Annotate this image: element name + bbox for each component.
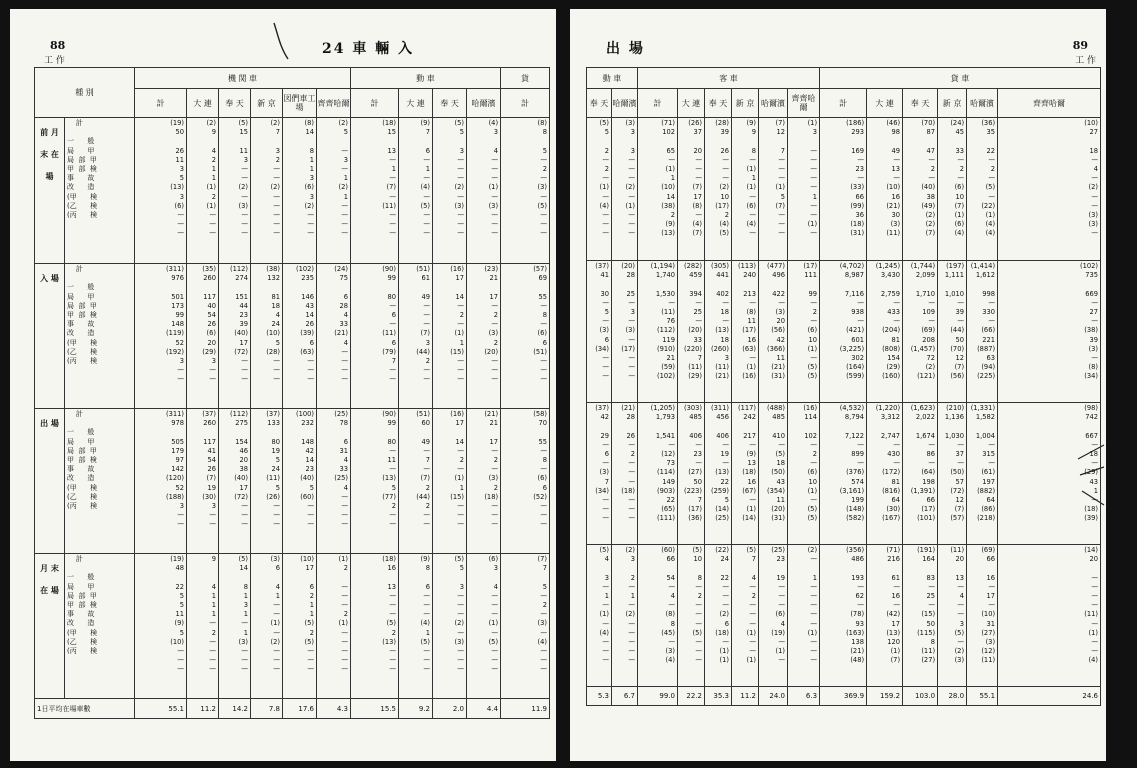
value-cell: (191) 164 83 — 25 — (15) 50 (115) 8 (11) (27) xyxy=(903,545,938,687)
column-header: 新 京 xyxy=(938,89,967,118)
group-header: 機 関 車 xyxy=(135,68,351,89)
row-labels: 計 一 般 局 甲 局 部 甲 甲 部 検 事 故 改 造 (甲 検 (乙 検 (丙 検 xyxy=(65,554,135,699)
value-cell: (20) 28 25 — 3 — (3) — (17) — — — xyxy=(612,261,638,403)
column-header: 計 xyxy=(135,89,187,118)
column-header: 齊齊哈爾 xyxy=(788,89,820,118)
value-cell: (60) 66 54 — 4 — (8) 8 (45) — (3) (4) xyxy=(638,545,678,687)
value-cell: (25) 78 6 31 4 33 (25) 4 — — — — xyxy=(317,409,351,554)
footer-label: 1日平均在場車數 xyxy=(35,699,135,719)
column-header: 計 xyxy=(638,89,678,118)
value-cell: (8) 8 5 — 2 — (3) — (5) — — — xyxy=(501,118,550,264)
row-labels: 計 一 般 局 甲 局 部 甲 甲 部 検 事 故 改 造 (甲 検 (乙 検 (丙 検 xyxy=(65,264,135,409)
footer-value: 2.0 xyxy=(433,699,467,719)
section-row xyxy=(587,261,1101,403)
footer-value: 11.2 xyxy=(187,699,219,719)
value-cell: (51) 60 49 — 7 — (7) 2 (44) 2 — — xyxy=(399,409,433,554)
section-label: 入 場 xyxy=(35,264,65,409)
value-cell: (2) 5 — 3 — 1 (2) 1 — — — — xyxy=(317,118,351,264)
page-number: 88 xyxy=(50,39,66,52)
group-header: 動 車 xyxy=(351,68,501,89)
footer-value: 24.6 xyxy=(998,687,1101,706)
value-cell: (21) 28 26 — 2 — — — (18) — — — xyxy=(612,403,638,545)
value-cell: (18) 15 13 — 1 — (7) — (11) — — — xyxy=(351,118,399,264)
value-cell: (36) 35 22 — 2 — (5) — (22) (1) (4) (4) xyxy=(967,118,998,261)
value-cell: (5) 14 8 1 3 1 — 1 (3) — — — xyxy=(219,554,251,699)
value-cell: (69) 66 16 — 17 — (10) 31 (27) (3) (12) (11) xyxy=(967,545,998,687)
table-title: 24 車 輛 入 xyxy=(322,41,415,57)
footer-value: 14.2 xyxy=(219,699,251,719)
footer-value: 103.0 xyxy=(903,687,938,706)
value-cell: (9) 9 8 — (1) 1 (1) — (6) — (4) — xyxy=(732,118,759,261)
group-header: 動 車 xyxy=(587,68,638,89)
value-cell: (311) 978 505 179 97 142 (120) 52 (188) 3 — — xyxy=(135,409,187,554)
value-cell: (303) 485 406 — 23 — (27) 50 (223) 7 (17) (36) xyxy=(678,403,705,545)
value-cell: (1) 3 — — — — — 1 — — (1) — xyxy=(788,118,820,261)
value-cell: (7) 12 7 — — — (1) 5 (7) — — — xyxy=(759,118,788,261)
footer-value: 4.3 xyxy=(317,699,351,719)
section-label: 月 末 在 場 xyxy=(35,554,65,699)
value-cell: (477) 496 422 — (3) 20 (56) 42 (366) 11 (21) (31) xyxy=(759,261,788,403)
value-cell: (25) 23 19 — — — (6) 4 (19) — (1) — xyxy=(759,545,788,687)
value-cell: (9) 8 6 — — — (4) 1 (5) — — — xyxy=(399,554,433,699)
footer-value: 99.0 xyxy=(638,687,678,706)
value-cell: (38) 132 81 18 4 24 (10) 5 (28) — — — xyxy=(251,264,283,409)
value-cell: (8) 14 8 1 1 3 (6) 3 (2) — — — xyxy=(283,118,317,264)
value-cell: (90) 99 80 — 11 — (13) 5 (77) 2 — — xyxy=(351,409,399,554)
value-cell: (24) 75 6 28 4 33 (21) 4 — — — — xyxy=(317,264,351,409)
value-cell: (4,702) 8,987 7,116 — 938 — (421) 601 (3,225) 302 (164) (599) xyxy=(820,261,867,403)
group-header: 貨 xyxy=(501,68,550,89)
column-header: 哈爾濱 xyxy=(467,89,501,118)
footer-value: 7.8 xyxy=(251,699,283,719)
value-cell: (102) 735 669 — 27 — (38) 39 (3) — (8) (34) xyxy=(998,261,1101,403)
value-cell: (37) 133 80 19 5 24 (11) 5 (26) — — — xyxy=(251,409,283,554)
footer-value: 55.1 xyxy=(135,699,187,719)
footer-value: 5.3 xyxy=(587,687,612,706)
value-cell: (5) 7 4 — 2 — — — (1) — — (1) xyxy=(732,545,759,687)
value-cell: (117) 242 217 — (9) 13 (18) 16 (67) — (1) (14) xyxy=(732,403,759,545)
value-cell: (112) 275 154 46 20 38 (40) 17 (72) — — — xyxy=(219,409,251,554)
value-cell: (2) — 1 — — — — — (1) — — — xyxy=(788,545,820,687)
value-cell: (4) 3 4 — — — (1) — (3) — — — xyxy=(467,118,501,264)
footer-value: 6.3 xyxy=(788,687,820,706)
footer-value: 11.9 xyxy=(501,699,550,719)
value-cell: (71) 216 61 — 16 — (42) 17 (13) 120 (1) (7) xyxy=(867,545,903,687)
value-cell: (488) 485 410 — (5) 18 (50) 43 (354) 11 (20) (31) xyxy=(759,403,788,545)
value-cell: (16) 17 14 — 2 — (1) 1 (15) — — — xyxy=(433,264,467,409)
group-header: 客 車 xyxy=(638,68,820,89)
value-cell: (19) 50 26 11 3 5 (13) 3 (6) — — — xyxy=(135,118,187,264)
value-cell: (6) 3 4 — — — (1) — (5) — — — xyxy=(467,554,501,699)
value-cell: (305) 441 402 — 18 — (13) 18 (260) 3 (11) (21) xyxy=(705,261,732,403)
value-cell: (16) 114 102 — 2 — (6) 10 (1) — (5) (5) xyxy=(788,403,820,545)
column-header: 新 京 xyxy=(251,89,283,118)
table-title: 出 場 xyxy=(606,41,645,57)
value-cell: (3) 6 4 1 — — (1) — (2) — — — xyxy=(251,554,283,699)
value-cell: (210) 1,136 1,030 — 37 — (50) 57 (72) 12 (7) (57) xyxy=(938,403,967,545)
value-cell: (1,331) 1,582 1,004 — 315 — (61) 197 (882) 64 (86) (218) xyxy=(967,403,998,545)
section-row xyxy=(587,545,1101,687)
value-cell: (112) 274 151 44 23 39 (40) 17 (72) — — — xyxy=(219,264,251,409)
footer-value: 15.5 xyxy=(351,699,399,719)
value-cell: (37) 260 117 41 54 26 (7) 19 (30) 3 — — xyxy=(187,409,219,554)
value-cell: (100) 232 148 42 14 23 (40) 5 (60) — — — xyxy=(283,409,317,554)
section-row xyxy=(35,409,550,554)
column-header: 図們車工 場 xyxy=(283,89,317,118)
value-cell: (282) 459 394 — 25 — (20) 33 (220) 7 (11) (29) xyxy=(678,261,705,403)
value-cell: (4,532) 8,794 7,122 — 899 — (376) 574 (3,161) 199 (148) (582) xyxy=(820,403,867,545)
section-label: 出 場 xyxy=(35,409,65,554)
value-cell: (58) 70 55 — 8 — (6) 6 (52) — — — xyxy=(501,409,550,554)
value-cell: (113) 240 213 — (8) 11 (17) 16 (63) — (1) (16) xyxy=(732,261,759,403)
value-cell: (11) 20 13 — 4 — — 3 (5) — (2) (3) xyxy=(938,545,967,687)
row-labels: 計 一 般 局 甲 局 部 甲 甲 部 検 事 故 改 造 (甲 検 (乙 検 (丙 検 xyxy=(65,118,135,264)
department-label: 工 作 xyxy=(44,56,65,66)
footer-value: 159.2 xyxy=(867,687,903,706)
column-header: 大 連 xyxy=(399,89,433,118)
value-cell: (311) 976 501 173 99 148 (119) 52 (192) 3 — — xyxy=(135,264,187,409)
value-cell: (51) 61 49 — — — (7) 3 (44) 2 — — xyxy=(399,264,433,409)
vehicle-table-left xyxy=(34,67,550,719)
footer-value: 11.2 xyxy=(732,687,759,706)
value-cell: (1,220) 3,312 2,747 — 430 — (172) 81 (816) 64 (30) (167) xyxy=(867,403,903,545)
value-cell: (57) 69 55 — 8 — (6) 6 (51) — — — xyxy=(501,264,550,409)
value-cell: (19) 48 22 5 5 11 (9) 5 (10) — — — xyxy=(135,554,187,699)
section-label: 前 月 末 在 場 xyxy=(35,118,65,264)
value-cell: (2) 7 3 2 — — (2) — — — — — xyxy=(251,118,283,264)
footer-value: 9.2 xyxy=(399,699,433,719)
section-row xyxy=(587,403,1101,545)
pen-mark-icon xyxy=(272,21,290,61)
value-cell: (1) 2 — — — 2 (1) — — — — — xyxy=(317,554,351,699)
corner-header: 種 別 xyxy=(35,68,135,118)
value-cell: (7) 7 5 — 2 — (3) — (4) — — — xyxy=(501,554,550,699)
value-cell: (37) 42 29 — 6 — (3) 7 (34) — — — xyxy=(587,403,612,545)
footer-value: 35.3 xyxy=(705,687,732,706)
column-header: 哈爾濱 xyxy=(612,89,638,118)
value-cell: (37) 41 30 — 5 — (3) 6 (34) — — — xyxy=(587,261,612,403)
value-cell: (35) 260 117 40 54 26 (6) 20 (29) 3 — — xyxy=(187,264,219,409)
value-cell: (90) 99 80 — 6 — (11) 6 (79) 7 — — xyxy=(351,264,399,409)
column-header: 大 連 xyxy=(867,89,903,118)
column-header: 奉 天 xyxy=(705,89,732,118)
value-cell: (14) 20 — — — — (11) — (1) — — (4) xyxy=(998,545,1101,687)
value-cell: (2) 3 2 — 1 — (2) — — — — — xyxy=(612,545,638,687)
column-header: 哈爾濱 xyxy=(967,89,998,118)
value-cell: (21) 21 17 — 2 — (3) 2 (18) — — — xyxy=(467,409,501,554)
value-cell: (102) 235 146 43 14 26 (39) 6 (63) — — — xyxy=(283,264,317,409)
footer-value: 22.2 xyxy=(678,687,705,706)
value-cell: (22) 24 22 — — — (2) 6 (18) — (1) (1) xyxy=(705,545,732,687)
value-cell: (356) 486 193 — 62 — (78) 93 (163) 138 (21) (48) xyxy=(820,545,867,687)
value-cell: (10) 27 18 — 4 — (2) — — (3) (3) — xyxy=(998,118,1101,261)
value-cell: (5) 5 2 — 2 — (1) — (4) — — — xyxy=(587,118,612,261)
value-cell: (28) 39 26 — — — (2) 10 (17) 2 (4) (5) xyxy=(705,118,732,261)
value-cell: (311) 456 406 — 19 — (13) 22 (259) 5 (14) (25) xyxy=(705,403,732,545)
footer-row xyxy=(587,687,1101,706)
column-header: 大 連 xyxy=(187,89,219,118)
row-labels: 計 一 般 局 甲 局 部 甲 甲 部 検 事 故 改 造 (甲 検 (乙 検 (丙 検 xyxy=(65,409,135,554)
value-cell: (10) 17 6 2 1 1 (5) 2 (5) — — — xyxy=(283,554,317,699)
value-cell: (18) 16 13 — — — (5) 2 (13) — — — xyxy=(351,554,399,699)
value-cell: (5) 5 3 — — — (2) — (3) — — — xyxy=(433,118,467,264)
value-cell: (9) 7 6 — 1 — (4) — (5) — — — xyxy=(399,118,433,264)
footer-value: 6.7 xyxy=(612,687,638,706)
value-cell: (1,744) 2,099 1,710 — 109 — (69) 208 (1,457) 72 (2) (121) xyxy=(903,261,938,403)
value-cell: (98) 742 667 — 18 — (29) 43 1 — (18) (39) xyxy=(998,403,1101,545)
column-header: 哈爾濱 xyxy=(759,89,788,118)
footer-value: 17.6 xyxy=(283,699,317,719)
value-cell: (1,414) 1,612 998 — 330 — (66) 221 (887) 63 (94) (225) xyxy=(967,261,998,403)
value-cell: (1,623) 2,022 1,674 — 86 — (64) 198 (1,391) 66 (17) (101) xyxy=(903,403,938,545)
value-cell: (23) 21 17 — 2 — (3) 2 (20) — — — xyxy=(467,264,501,409)
footer-value: 24.0 xyxy=(759,687,788,706)
value-cell: (5) 5 3 — — — (2) — (3) — — — xyxy=(433,554,467,699)
column-header: 新 京 xyxy=(732,89,759,118)
value-cell: (3) 3 3 — — — (2) — (1) — — — xyxy=(612,118,638,261)
page-number: 89 xyxy=(1072,39,1088,52)
footer-row xyxy=(35,699,550,719)
value-cell: (5) 15 11 3 — — (2) — (3) — — — xyxy=(219,118,251,264)
column-header: 奉 天 xyxy=(433,89,467,118)
column-header: 計 xyxy=(501,89,550,118)
vehicle-table-right xyxy=(586,67,1101,706)
department-label: 工 作 xyxy=(1075,56,1096,66)
value-cell: (1,194) 1,740 1,530 — (11) 76 (112) 119 (910) 21 (59) (102) xyxy=(638,261,678,403)
group-header: 貨 車 xyxy=(820,68,1101,89)
column-header: 奉 天 xyxy=(903,89,938,118)
right-page xyxy=(570,9,1106,761)
value-cell: (197) 1,111 1,010 — 39 — (44) 50 (70) 12 (7) (56) xyxy=(938,261,967,403)
value-cell: (2) 9 4 2 1 1 (1) 2 (1) — — — xyxy=(187,118,219,264)
column-header: 齊齊哈爾 xyxy=(998,89,1101,118)
column-header: 計 xyxy=(351,89,399,118)
footer-value: 369.9 xyxy=(820,687,867,706)
column-header: 奉 天 xyxy=(587,89,612,118)
section-row xyxy=(35,554,550,699)
value-cell: (1,245) 3,430 2,759 — 433 — (204) 81 (808) 154 (29) (160) xyxy=(867,261,903,403)
column-header: 大 連 xyxy=(678,89,705,118)
value-cell: (17) 111 99 — 2 — (6) 10 (1) — (5) (5) xyxy=(788,261,820,403)
value-cell: (16) 17 14 — 2 — (1) 1 (15) — — — xyxy=(433,409,467,554)
value-cell: (70) 87 47 — 2 — (40) 38 (49) (2) (2) (7) xyxy=(903,118,938,261)
value-cell: (186) 293 169 — 23 — (33) 66 (99) 36 (18) (31) xyxy=(820,118,867,261)
value-cell: (5) 10 8 — 2 — — — (5) — — — xyxy=(678,545,705,687)
value-cell: (46) 98 49 — 13 — (10) 16 (21) 30 (3) (11) xyxy=(867,118,903,261)
value-cell: (26) 37 20 — — — (7) 17 (8) — (4) (7) xyxy=(678,118,705,261)
footer-value: 55.1 xyxy=(967,687,998,706)
left-page xyxy=(10,9,556,761)
column-header: 計 xyxy=(820,89,867,118)
value-cell: 9 4 1 1 1 — 2 — — — — xyxy=(187,554,219,699)
value-cell: (5) 4 3 — 1 — (1) — (4) — — — xyxy=(587,545,612,687)
footer-value: 28.0 xyxy=(938,687,967,706)
column-header: 奉 天 xyxy=(219,89,251,118)
value-cell: (71) 102 65 — (1) 1 (10) 14 (38) 2 (9) (13) xyxy=(638,118,678,261)
value-cell: (24) 45 33 — 2 — (6) 10 (7) (1) (6) (4) xyxy=(938,118,967,261)
column-header: 齊齊哈爾 xyxy=(317,89,351,118)
section-row xyxy=(35,264,550,409)
footer-value: 4.4 xyxy=(467,699,501,719)
section-row xyxy=(35,118,550,264)
value-cell: (1,205) 1,793 1,541 — (12) 73 (114) 149 (903) 22 (65) (111) xyxy=(638,403,678,545)
section-row xyxy=(587,118,1101,261)
